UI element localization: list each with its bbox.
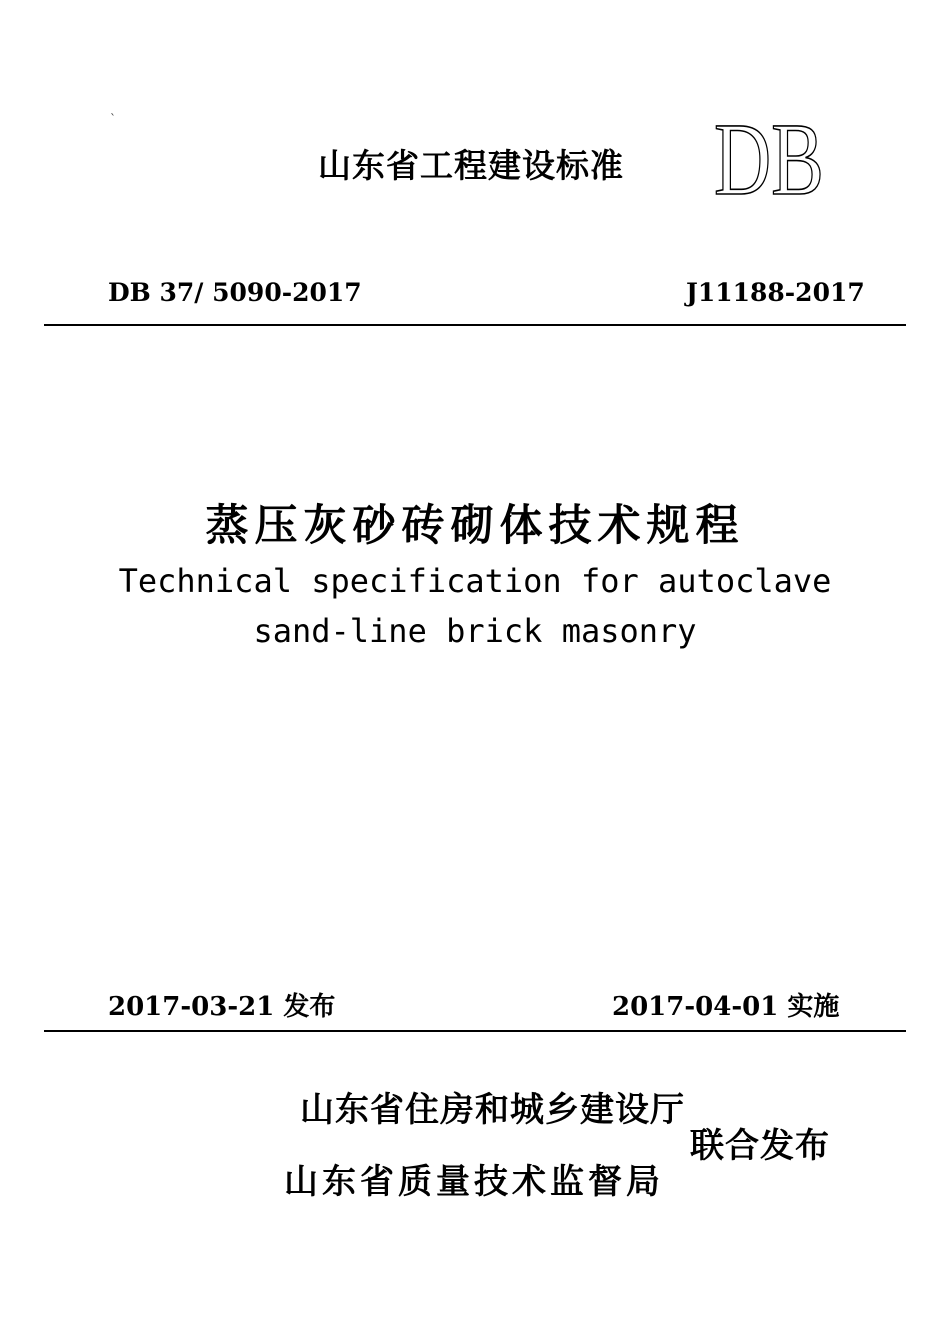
issuer-quality-bureau: 山东省质量技术监督局 — [284, 1162, 664, 1202]
stray-mark: ` — [110, 112, 116, 126]
implementation-date: 2017-04-01 实施 — [612, 992, 840, 1022]
top-divider — [44, 324, 906, 326]
standard-category-title: 山东省工程建设标准 — [318, 146, 624, 185]
document-title-english-line-1: Technical specification for autoclave — [118, 562, 832, 600]
joint-issue-label: 联合发布 — [690, 1126, 830, 1166]
bottom-divider — [44, 1030, 906, 1032]
issue-date: 2017-03-21 发布 — [108, 992, 336, 1022]
db-logo — [712, 102, 828, 217]
document-title-chinese: 蒸压灰砂砖砌体技术规程 — [205, 501, 745, 551]
db-logo-text: DB — [714, 102, 824, 217]
record-number: J11188-2017 — [686, 278, 865, 307]
issuer-housing-department: 山东省住房和城乡建设厅 — [300, 1090, 685, 1130]
standard-number: DB 37/ 5090-2017 — [108, 278, 362, 307]
document-title-english-line-2: sand-line brick masonry — [253, 612, 697, 650]
